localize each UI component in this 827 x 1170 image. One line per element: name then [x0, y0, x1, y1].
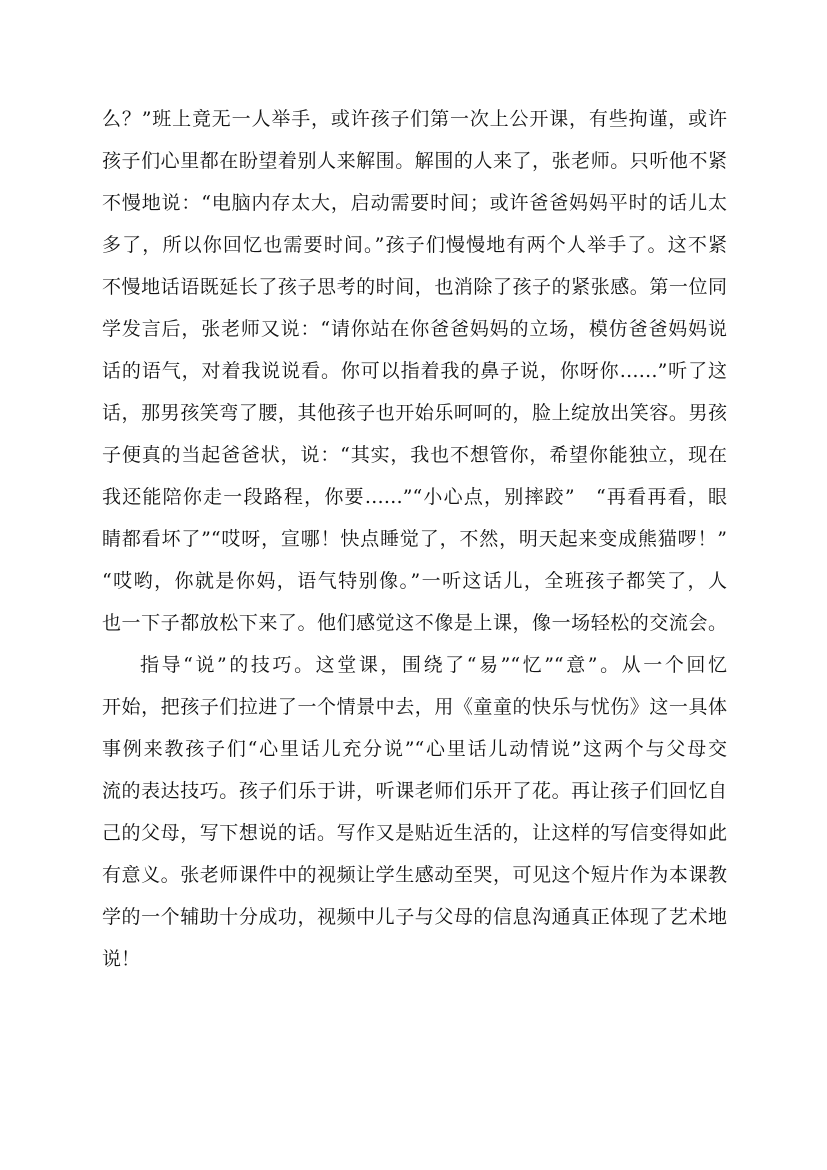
body-text: [102, 98, 727, 980]
text-line: 有意义。张老师课件中的视频让学生感动至哭，可见这个短片作为本课教: [102, 864, 727, 886]
text-line: 开始，把孩子们拉进了一个情景中去，用《童童的快乐与忧伤》这一具体: [102, 696, 727, 718]
text-line: 多了，所以你回忆也需要时间。”孩子们慢慢地有两个人举手了。这不紧: [102, 234, 727, 256]
text-line: 不慢地说：“电脑内存太大，启动需要时间；或许爸爸妈妈平时的话儿太: [102, 192, 727, 214]
text-line: 事例来教孩子们“心里话儿充分说”“心里话儿动情说”这两个与父母交: [102, 738, 727, 760]
text-line: 己的父母，写下想说的话。写作又是贴近生活的，让这样的写信变得如此: [102, 822, 727, 844]
paragraph-start-line: 指导“说”的技巧。这堂课，围绕了“易”“忆”“意”。从一个回忆: [140, 654, 727, 676]
text-line: 不慢地话语既延长了孩子思考的时间，也消除了孩子的紧张感。第一位同: [102, 276, 727, 298]
text-line: 么？”班上竟无一人举手，或许孩子们第一次上公开课，有些拘谨，或许: [102, 108, 727, 130]
text-line: 话，那男孩笑弯了腰，其他孩子也开始乐呵呵的，脸上绽放出笑容。男孩: [102, 402, 727, 424]
text-line: 睛都看坏了”“哎呀，宣哪！快点睡觉了，不然，明天起来变成熊猫啰！”: [102, 528, 727, 550]
text-line: 也一下子都放松下来了。他们感觉这不像是上课，像一场轻松的交流会。: [102, 612, 727, 634]
text-line: 子便真的当起爸爸状，说：“其实，我也不想管你，希望你能独立，现在: [102, 444, 727, 466]
text-line: 我还能陪你走一段路程，你要……”“小心点，别摔跤” “再看再看，眼: [102, 486, 727, 508]
text-line: 学的一个辅助十分成功，视频中儿子与父母的信息沟通真正体现了艺术地: [102, 906, 727, 928]
text-line: 说！: [102, 948, 141, 970]
text-line: 话的语气，对着我说说看。你可以指着我的鼻子说，你呀你……”听了这: [102, 360, 727, 382]
text-line: 孩子们心里都在盼望着别人来解围。解围的人来了，张老师。只听他不紧: [102, 150, 727, 172]
text-line: 流的表达技巧。孩子们乐于讲，听课老师们乐开了花。再让孩子们回忆自: [102, 780, 727, 802]
text-line: “哎哟，你就是你妈，语气特别像。”一听这话儿，全班孩子都笑了，人: [102, 570, 727, 592]
text-line: 学发言后，张老师又说：“请你站在你爸爸妈妈的立场，模仿爸爸妈妈说: [102, 318, 727, 340]
